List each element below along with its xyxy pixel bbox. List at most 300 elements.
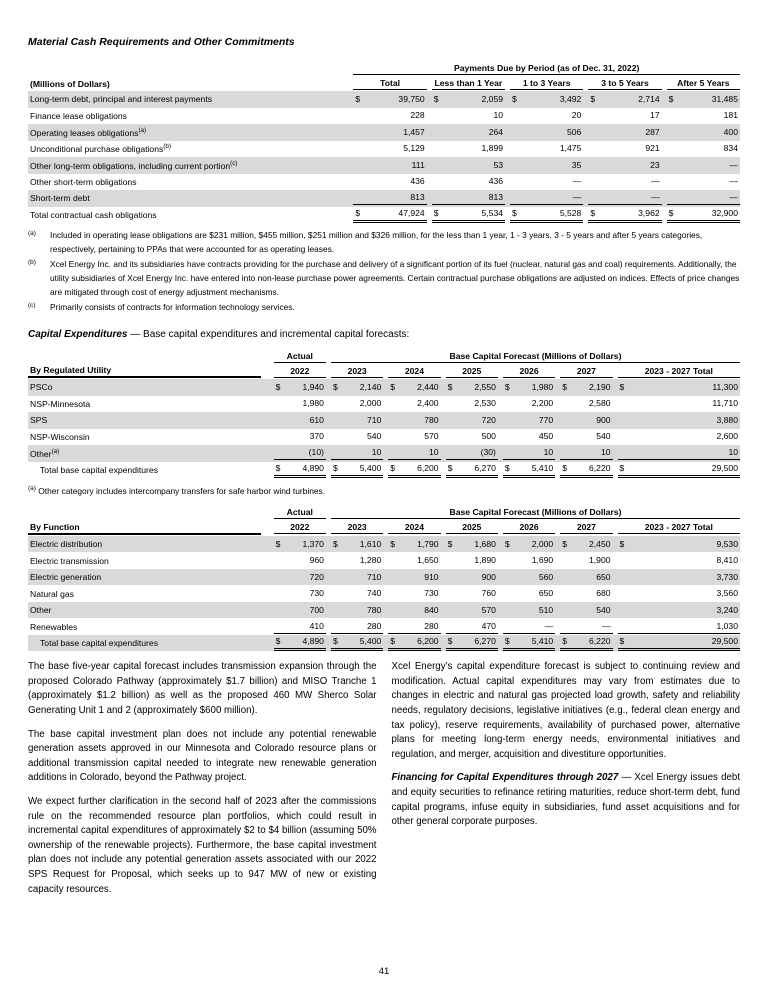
value-cell	[498, 445, 555, 462]
cell-value: 23	[650, 159, 660, 170]
cell-value: 2,600	[716, 431, 738, 442]
cell-value: 5,129	[403, 143, 425, 154]
row-label-cell	[28, 536, 269, 553]
value-cell	[348, 207, 426, 224]
cell-value: 370	[309, 431, 324, 442]
column-header-cell	[583, 76, 661, 91]
row-label: NSP-Minnesota	[30, 398, 91, 409]
value-cell	[269, 396, 326, 413]
cell-value: 540	[596, 604, 611, 615]
cell-value: 39,750	[398, 93, 425, 104]
cell-value: 1,370	[302, 538, 324, 549]
currency-symbol: $	[447, 381, 453, 392]
cell-content	[388, 462, 440, 478]
paragraph-text: — Xcel Energy issues debt and equity securities to refinance retiring maturities, reduce short-term debt, fund capital programs, infuse equity in subsidiaries, fund asset acquisitions and for other general corporate purposes.	[391, 772, 741, 828]
value-cell	[505, 174, 583, 191]
cell-content	[446, 538, 498, 551]
row-label: Electric transmission	[30, 555, 109, 566]
value-cell	[498, 618, 555, 635]
cell-content	[618, 587, 740, 600]
value-cell	[583, 157, 661, 174]
table-row	[28, 635, 740, 652]
cell-value: 228	[410, 110, 425, 121]
cell-value: 910	[424, 571, 439, 582]
table-row	[28, 552, 740, 569]
cell-content	[432, 175, 505, 188]
cell-value: 2,400	[417, 398, 439, 409]
actual-header: Actual	[274, 351, 326, 363]
value-cell	[613, 412, 740, 429]
cell-content	[618, 446, 740, 460]
cell-value: 730	[424, 588, 439, 599]
cell-content	[503, 397, 555, 410]
column-header-cell	[269, 521, 326, 536]
cell-content	[510, 93, 583, 106]
cell-content	[446, 414, 498, 427]
value-cell	[498, 602, 555, 619]
cell-content	[588, 207, 661, 223]
value-cell	[555, 445, 612, 462]
cell-content	[560, 620, 612, 634]
group-header-row	[28, 61, 740, 76]
cell-value: —	[601, 620, 611, 631]
cell-content	[618, 381, 740, 394]
table-row	[28, 536, 740, 553]
row-label-cell	[28, 635, 269, 652]
currency-symbol: $	[433, 207, 439, 218]
value-cell	[441, 602, 498, 619]
cell-content	[618, 397, 740, 410]
currency-symbol: $	[275, 636, 281, 647]
row-label-cell	[28, 124, 348, 141]
value-cell	[662, 190, 740, 207]
payments-footnotes	[28, 227, 740, 314]
value-cell	[348, 141, 426, 158]
value-cell	[498, 635, 555, 652]
cell-content	[388, 554, 440, 567]
cell-value: 1,890	[474, 555, 496, 566]
cell-content	[446, 381, 498, 394]
value-cell	[383, 445, 440, 462]
cell-content	[388, 414, 440, 427]
cell-value: 287	[645, 126, 660, 137]
cell-value: 470	[481, 620, 496, 631]
cell-value: 650	[596, 571, 611, 582]
cell-value: 10	[493, 110, 504, 121]
value-cell	[383, 602, 440, 619]
cell-content	[274, 604, 326, 617]
cell-value: 813	[410, 192, 425, 203]
row-label-cell	[28, 379, 269, 396]
cell-content	[388, 538, 440, 551]
cell-content	[432, 191, 505, 205]
value-cell	[613, 396, 740, 413]
currency-symbol: $	[275, 538, 281, 549]
cell-content	[353, 175, 426, 188]
value-cell	[348, 91, 426, 108]
value-cell	[662, 157, 740, 174]
row-label: SPS	[30, 415, 48, 426]
row-label-cell	[28, 462, 269, 479]
cell-content	[560, 446, 612, 460]
value-cell	[498, 429, 555, 446]
row-label-cell	[28, 207, 348, 224]
cell-value: —	[572, 176, 582, 187]
cell-value: 650	[538, 588, 554, 599]
column-header: Total	[353, 78, 426, 90]
value-cell	[326, 429, 383, 446]
cell-value: 1,680	[474, 538, 496, 549]
row-label: Other	[30, 448, 52, 459]
cell-value: 3,730	[716, 571, 738, 582]
row-label-cell	[28, 91, 348, 108]
column-header-cell	[348, 76, 426, 91]
value-cell	[555, 396, 612, 413]
column-header-row	[28, 521, 740, 536]
column-header-row	[28, 364, 740, 379]
value-cell	[441, 585, 498, 602]
value-cell	[613, 618, 740, 635]
row-label: Other short-term obligations	[30, 176, 137, 187]
cell-value: 280	[366, 620, 382, 631]
cell-value: 410	[309, 620, 324, 631]
column-header-cell	[613, 521, 740, 536]
forecast-header: Base Capital Forecast (Millions of Dollars)	[331, 351, 740, 363]
value-cell	[498, 379, 555, 396]
row-label-cell	[28, 396, 269, 413]
row-label: Other long-term obligations, including current portion	[30, 160, 231, 171]
value-cell	[613, 536, 740, 553]
value-cell	[505, 157, 583, 174]
value-cell	[555, 462, 612, 479]
cell-value: —	[651, 176, 660, 187]
cell-value: 540	[366, 431, 382, 442]
value-cell	[498, 585, 555, 602]
cell-value: 900	[596, 414, 611, 425]
cell-value: 540	[596, 431, 611, 442]
by-function-table	[28, 506, 740, 652]
value-cell	[498, 412, 555, 429]
currency-symbol: $	[512, 93, 517, 104]
cell-content	[446, 604, 498, 617]
cell-value: 6,200	[417, 636, 439, 647]
cell-content	[331, 397, 383, 410]
value-cell	[326, 379, 383, 396]
cell-value: 2,440	[417, 381, 439, 392]
value-cell	[555, 552, 612, 569]
row-label-cell	[28, 429, 269, 446]
cell-value: 4,890	[302, 636, 324, 647]
currency-symbol: $	[390, 636, 396, 647]
row-label: Total contractual cash obligations	[30, 209, 157, 220]
cell-value: 5,410	[531, 462, 554, 473]
value-cell	[555, 536, 612, 553]
table-row	[28, 585, 740, 602]
table-header	[28, 349, 740, 379]
cell-content	[331, 430, 383, 443]
column-header-cell	[383, 364, 440, 379]
cell-value: 3,880	[716, 414, 738, 425]
cell-content	[331, 414, 383, 427]
value-cell	[269, 429, 326, 446]
column-header: Less than 1 Year	[432, 78, 505, 90]
cell-value: 680	[596, 588, 611, 599]
cell-value: 1,980	[302, 398, 324, 409]
cell-content	[432, 93, 505, 106]
value-cell	[613, 635, 740, 652]
currency-symbol: $	[590, 207, 596, 218]
value-cell	[613, 462, 740, 479]
value-cell	[383, 412, 440, 429]
cell-value: 740	[366, 588, 382, 599]
cell-value: 5,400	[359, 636, 382, 647]
cell-content	[353, 93, 426, 106]
value-cell	[441, 552, 498, 569]
cell-value: 47,924	[398, 207, 425, 218]
cell-content	[618, 430, 740, 443]
value-cell	[383, 462, 440, 479]
currency-symbol: $	[504, 538, 510, 549]
cell-content	[353, 191, 426, 205]
cell-value: 1,900	[589, 555, 611, 566]
value-cell	[583, 141, 661, 158]
cell-content	[388, 381, 440, 394]
row-label-cell	[28, 585, 269, 602]
cell-content	[503, 538, 555, 551]
value-cell	[427, 91, 505, 108]
column-header-cell	[383, 521, 440, 536]
section-heading-rest: — Base capital expenditures and incremental capital forecasts:	[127, 329, 410, 340]
currency-symbol: $	[275, 462, 281, 473]
value-cell	[441, 569, 498, 586]
column-header: 2025	[446, 366, 498, 378]
footnote	[28, 300, 740, 314]
value-cell	[427, 108, 505, 125]
cell-content	[353, 142, 426, 155]
cell-content	[503, 571, 555, 584]
body-paragraph	[392, 660, 741, 762]
cell-value: 436	[488, 176, 504, 187]
cell-value: 5,528	[559, 207, 582, 218]
value-cell	[662, 174, 740, 191]
value-cell	[348, 174, 426, 191]
cell-value: 32,900	[711, 207, 738, 218]
cell-value: 2,580	[589, 398, 611, 409]
cell-value: —	[572, 192, 582, 203]
column-header: 2023 - 2027 Total	[618, 522, 740, 534]
footnote	[28, 228, 740, 256]
cell-content	[432, 207, 505, 223]
currency-symbol: $	[619, 381, 625, 392]
footnote-marker: (b)	[28, 259, 36, 266]
column-header: 2023 - 2027 Total	[618, 366, 740, 378]
value-cell	[662, 124, 740, 141]
cell-content	[388, 635, 440, 651]
cell-content	[446, 554, 498, 567]
value-cell	[662, 207, 740, 224]
value-cell	[555, 412, 612, 429]
footnote-marker: (a)	[28, 230, 36, 237]
cell-value: 6,200	[417, 462, 439, 473]
cell-content	[510, 142, 583, 155]
value-cell	[383, 618, 440, 635]
cell-content	[588, 93, 661, 106]
cell-value: 770	[538, 414, 554, 425]
row-label: Total base capital expenditures	[40, 638, 158, 649]
cell-content	[588, 142, 661, 155]
cell-content	[618, 604, 740, 617]
cell-value: 3,962	[638, 207, 660, 218]
cell-value: 400	[723, 126, 738, 137]
cell-value: 2,550	[474, 381, 496, 392]
value-cell	[269, 445, 326, 462]
cell-content	[331, 571, 383, 584]
value-cell	[269, 536, 326, 553]
cell-value: 264	[488, 126, 504, 137]
cell-content	[274, 397, 326, 410]
row-label: NSP-Wisconsin	[30, 431, 90, 442]
value-cell	[662, 141, 740, 158]
value-cell	[269, 585, 326, 602]
cell-value: 1,030	[716, 620, 738, 631]
cell-value: 6,220	[589, 462, 611, 473]
cell-content	[331, 554, 383, 567]
body-paragraph: The base capital investment plan does not include any potential renewable generation assets approved in our Minnesota and Colorado resource plans or additional transmission capital needed to integrate new renewable generation additions in Colorado, beyond the Pathway project.	[28, 728, 377, 784]
value-cell	[498, 569, 555, 586]
cell-content	[588, 191, 661, 205]
row-label: Finance lease obligations	[30, 110, 127, 121]
column-header-cell	[613, 364, 740, 379]
cell-content	[503, 587, 555, 600]
currency-symbol: $	[447, 538, 453, 549]
row-label-cell	[28, 141, 348, 158]
group-header-row	[28, 506, 740, 521]
value-cell	[441, 462, 498, 479]
cell-content	[503, 446, 555, 460]
column-header: 2024	[388, 522, 440, 534]
cell-value: 6,270	[474, 462, 496, 473]
cell-content	[432, 159, 505, 172]
cell-content	[274, 414, 326, 427]
value-cell	[555, 429, 612, 446]
cell-value: 53	[493, 159, 504, 170]
cell-content	[560, 381, 612, 394]
cell-value: 570	[424, 431, 439, 442]
table-row	[28, 91, 740, 108]
cell-value: 1,940	[302, 381, 324, 392]
value-cell	[613, 552, 740, 569]
currency-symbol: $	[619, 538, 625, 549]
section-heading	[28, 329, 740, 340]
footnote-ref: (c)	[230, 159, 238, 167]
cell-value: 720	[481, 414, 496, 425]
value-cell	[326, 536, 383, 553]
currency-symbol: $	[619, 462, 625, 473]
cell-content	[388, 587, 440, 600]
body-paragraph: We expect further clarification in the second half of 2023 after the commissions rule on the recommended resource plan portfolios, which could result in incremental capital expenditures of approximately $2 to $4 billion (assuming 50% ownership of the renewable projects). Furthermore, the base capital investment plan does not include any potential generation assets associated with our 2022 SPS Request for Proposal, which seeks up to 947 MW of new or existing capacity resources.	[28, 796, 377, 895]
value-cell	[613, 429, 740, 446]
value-cell	[269, 602, 326, 619]
cell-content	[503, 462, 555, 478]
row-label: Electric distribution	[30, 539, 103, 550]
table-row	[28, 190, 740, 207]
cell-value: 700	[309, 604, 324, 615]
cell-value: 610	[309, 414, 324, 425]
table-body	[28, 536, 740, 652]
value-cell	[348, 108, 426, 125]
value-cell	[583, 207, 661, 224]
cell-content	[274, 571, 326, 584]
body-column-right	[392, 660, 741, 906]
row-label: Other	[30, 605, 52, 616]
cell-content	[588, 159, 661, 172]
row-label-cell	[28, 552, 269, 569]
forecast-header: Base Capital Forecast (Millions of Dollars)	[331, 507, 740, 519]
row-label: Short-term debt	[30, 193, 90, 204]
value-cell	[441, 536, 498, 553]
column-header-cell	[269, 364, 326, 379]
value-cell	[427, 174, 505, 191]
row-label: PSCo	[30, 382, 53, 393]
cell-value: —	[729, 159, 738, 170]
column-header-cell	[441, 521, 498, 536]
currency-symbol: $	[390, 381, 396, 392]
cell-content	[274, 538, 326, 551]
cell-content	[331, 620, 383, 634]
value-cell	[505, 124, 583, 141]
column-header: 2024	[388, 366, 440, 378]
value-cell	[498, 396, 555, 413]
value-cell	[348, 157, 426, 174]
paragraph-lead: Financing for Capital Expenditures through 2027	[391, 772, 619, 784]
cell-value: 760	[481, 588, 496, 599]
cell-value: 710	[366, 571, 382, 582]
row-label-cell	[28, 174, 348, 191]
cell-content	[510, 191, 583, 205]
cell-content	[331, 381, 383, 394]
cell-content	[510, 159, 583, 172]
cell-content	[388, 397, 440, 410]
column-header-cell	[326, 364, 383, 379]
currency-symbol: $	[332, 636, 338, 647]
value-cell	[441, 445, 498, 462]
section-heading-lead: Capital Expenditures	[28, 329, 128, 340]
cell-content	[446, 635, 498, 651]
by-regulated-utility-table	[28, 349, 740, 478]
body-paragraph: The base five-year capital forecast includes transmission expansion through the proposed Colorado Pathway (approximately $1.7 billion) and MISO Tranche 1 (approximately $1.2 billion) as well as the proposed 460 MW Sherco Solar Generating Unit 1 and 2 (approximately $600 million).	[28, 661, 377, 717]
cell-value: 900	[481, 571, 496, 582]
value-cell	[505, 190, 583, 207]
cell-value: 11,300	[712, 381, 738, 392]
table-row	[28, 174, 740, 191]
currency-symbol: $	[668, 93, 674, 104]
body-column-left	[28, 660, 377, 906]
cell-value: 5,400	[359, 462, 382, 473]
cell-value: 840	[424, 604, 439, 615]
cell-value: 1,610	[359, 538, 382, 549]
column-header: 2025	[446, 522, 498, 534]
value-cell	[441, 618, 498, 635]
label-header-cell	[28, 521, 269, 536]
cell-value: 2,190	[589, 381, 611, 392]
cell-value: —	[729, 192, 738, 203]
payments-due-table	[28, 61, 740, 223]
value-cell	[269, 379, 326, 396]
cell-value: —	[544, 620, 554, 631]
cell-content	[618, 571, 740, 584]
table-row	[28, 379, 740, 396]
actual-header: Actual	[274, 507, 326, 519]
